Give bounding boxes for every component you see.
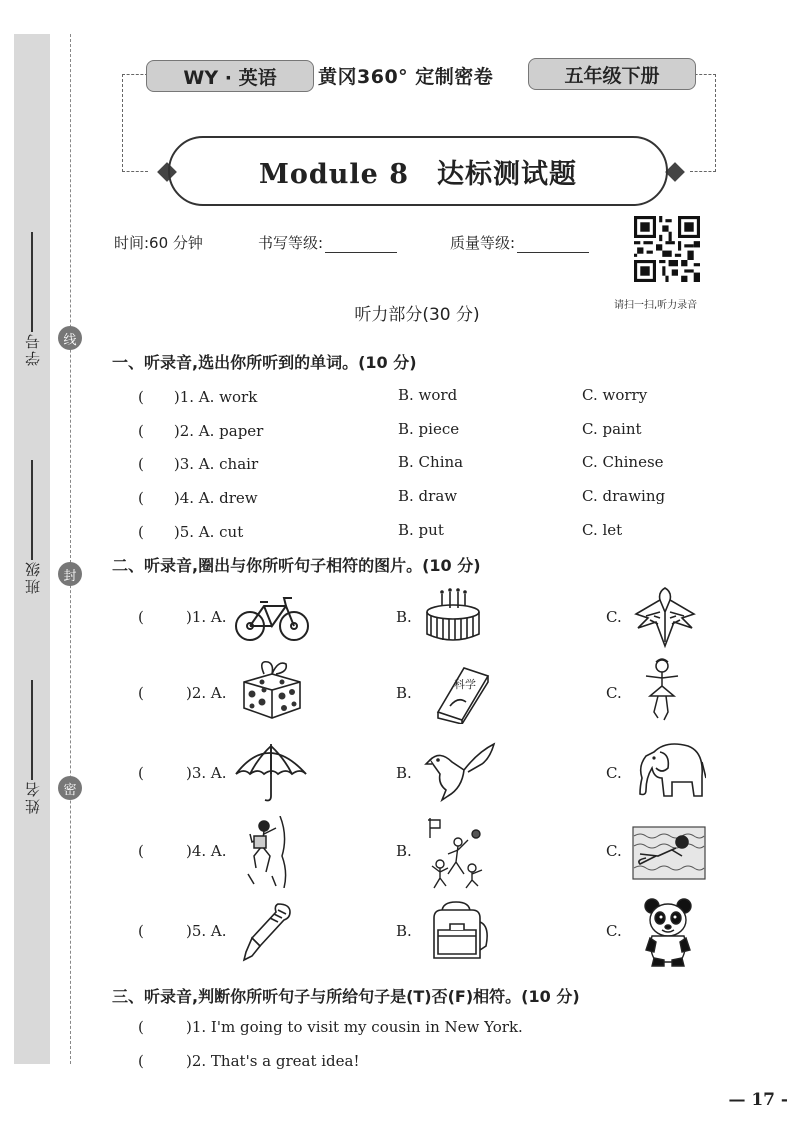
option-b[interactable]: B. word (398, 386, 458, 404)
writing-grade (258, 232, 397, 253)
option-b-label: B. (396, 608, 412, 626)
option-c[interactable]: C. worry (582, 386, 648, 404)
question-number[interactable]: ( )2. A. paper (138, 422, 264, 440)
question-number[interactable]: ( )3. A. chair (138, 455, 259, 473)
question-number: )2. A. (186, 684, 227, 702)
birthday-cake-icon[interactable] (422, 586, 484, 648)
section2-question-3 (138, 738, 698, 812)
option-b[interactable]: B. China (398, 453, 464, 471)
umbrella-icon[interactable] (232, 738, 310, 804)
series-title: 黄冈360° 定制密卷 (318, 66, 494, 88)
climber-icon[interactable] (244, 816, 290, 888)
question-number[interactable]: ( )1. A. work (138, 388, 258, 406)
cut-line (70, 34, 71, 1064)
student-number-field[interactable] (18, 232, 46, 366)
section1-question-1 (138, 386, 698, 410)
section1-question-5 (138, 521, 698, 545)
section2-title: 二、听录音,圈出与你所听句子相符的图片。(10 分) (112, 556, 481, 575)
student-number-label: 学号 (23, 332, 42, 366)
page-title: Module 8 达标测试题 (258, 158, 578, 190)
science-book-icon[interactable] (430, 664, 492, 724)
elephant-icon[interactable] (632, 738, 706, 802)
qr-caption: 请扫一扫,听力录音 (614, 300, 698, 311)
seal-line-mark: 线 (58, 326, 82, 350)
section2-question-1 (138, 582, 698, 656)
quality-grade (450, 232, 589, 253)
option-b[interactable]: B. draw (398, 487, 458, 505)
section1-title: 一、听录音,选出你所听到的单词。(10 分) (112, 353, 417, 372)
statement-text: )1. I'm going to visit my cousin in New York. (186, 1018, 523, 1036)
swimmer-icon[interactable] (632, 826, 706, 880)
class-label: 班级 (23, 560, 42, 594)
quality-grade-blank[interactable] (517, 235, 589, 253)
option-c-label: C. (606, 842, 622, 860)
option-c[interactable]: C. Chinese (582, 453, 664, 471)
section2-question-5 (138, 896, 698, 970)
answer-paren[interactable]: ( (138, 764, 144, 782)
seal-seal-mark: 封 (58, 562, 82, 586)
writing-grade-blank[interactable] (325, 235, 397, 253)
header-dash-right (690, 74, 716, 172)
answer-paren[interactable]: ( (138, 842, 144, 860)
name-line (31, 680, 32, 780)
option-b-label: B. (396, 842, 412, 860)
question-number: )5. A. (186, 922, 227, 940)
pen-icon[interactable] (242, 902, 294, 962)
option-c-label: C. (606, 764, 622, 782)
class-line (31, 460, 32, 560)
time-text: 时间:60 分钟 (114, 234, 203, 252)
question-number[interactable]: ( )5. A. cut (138, 523, 244, 541)
seal-secret-mark: 密 (58, 776, 82, 800)
grade-pill: 五年级下册 (528, 58, 696, 90)
dancer-icon[interactable] (642, 656, 682, 724)
answer-paren[interactable]: ( (138, 922, 144, 940)
subject-pill: WY · 英语 (146, 60, 314, 92)
quality-grade-label: 质量等级: (450, 234, 516, 252)
answer-paren[interactable]: ( (138, 1052, 144, 1070)
section1-question-3 (138, 453, 698, 477)
time-label (114, 232, 203, 253)
listening-part-title: 听力部分(30 分) (354, 305, 480, 325)
section1-question-2 (138, 420, 698, 444)
option-c-label: C. (606, 922, 622, 940)
answer-paren[interactable]: ( (138, 608, 144, 626)
panda-icon[interactable] (642, 896, 694, 968)
diamond-right (665, 162, 685, 182)
question-number: )3. A. (186, 764, 227, 782)
basketball-players-icon[interactable] (426, 816, 490, 890)
schoolbag-icon[interactable] (426, 900, 490, 964)
section1-question-4 (138, 487, 698, 511)
section3-title: 三、听录音,判断你所听句子与所给句子是(T)否(F)相符。(10 分) (112, 987, 580, 1006)
class-field[interactable] (18, 460, 46, 594)
title-banner (168, 136, 668, 206)
statement-text: )2. That's a great idea! (186, 1052, 360, 1070)
writing-grade-label: 书写等级: (258, 234, 324, 252)
option-b[interactable]: B. piece (398, 420, 460, 438)
name-label: 姓名 (23, 780, 42, 814)
question-number: )4. A. (186, 842, 227, 860)
kite-icon[interactable] (630, 582, 700, 654)
option-b-label: B. (396, 764, 412, 782)
option-c-label: C. (606, 684, 622, 702)
option-b[interactable]: B. put (398, 521, 444, 539)
section2-question-2 (138, 658, 698, 732)
gift-box-icon[interactable] (238, 658, 306, 720)
answer-paren[interactable]: ( (138, 1018, 144, 1036)
question-number: )1. A. (186, 608, 227, 626)
bird-icon[interactable] (424, 740, 498, 804)
option-b-label: B. (396, 922, 412, 940)
book-title-text: 科学 (454, 678, 476, 691)
option-c[interactable]: C. let (582, 521, 623, 539)
option-c[interactable]: C. drawing (582, 487, 666, 505)
answer-paren[interactable]: ( (138, 684, 144, 702)
section2-question-4 (138, 816, 698, 890)
option-c[interactable]: C. paint (582, 420, 642, 438)
header-dash-left (122, 74, 148, 172)
bicycle-icon[interactable] (234, 592, 310, 644)
option-c-label: C. (606, 608, 622, 626)
question-number[interactable]: ( )4. A. drew (138, 489, 258, 507)
qr-code-icon[interactable] (634, 216, 700, 282)
option-b-label: B. (396, 684, 412, 702)
page-number: — 17 - (728, 1090, 788, 1110)
name-field[interactable] (18, 680, 46, 814)
